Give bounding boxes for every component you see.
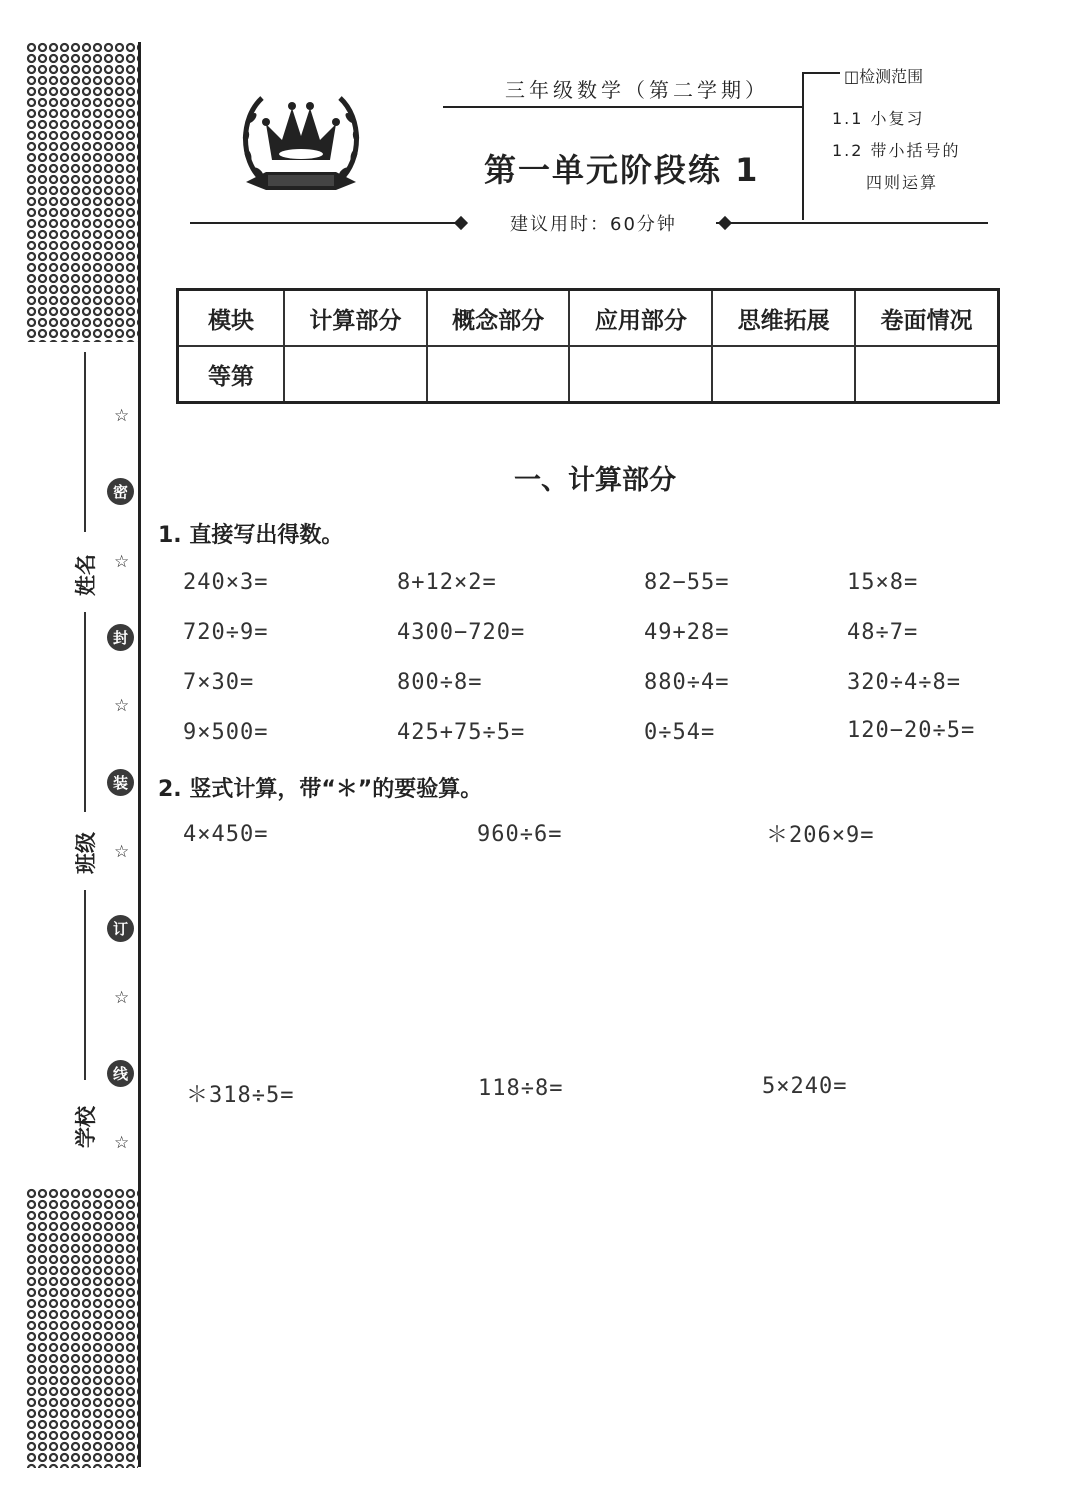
header-rule-left [190, 222, 462, 224]
vertical-problem: ＊206×9= [766, 823, 875, 848]
seal-ding: 订 [107, 915, 134, 942]
class-field-line [84, 890, 86, 1080]
oral-problem: 720÷9= [183, 620, 269, 645]
seal-feng: 封 [107, 624, 134, 651]
oral-problem: 15×8= [847, 570, 919, 595]
star-icon: ☆ [114, 406, 130, 426]
oral-problem: 425+75÷5= [397, 720, 526, 745]
binding-pattern-bottom [26, 1188, 138, 1468]
seal-zhuang: 装 [107, 769, 134, 796]
grade-table-header-row [178, 290, 999, 347]
oral-problem: 120−20÷5= [847, 718, 976, 743]
oral-problem: 240×3= [183, 570, 269, 595]
search-icon: ◫ [844, 67, 860, 86]
grade-header-cell: 应用部分 [569, 290, 712, 347]
diamond-icon [454, 216, 468, 230]
oral-problem: 48÷7= [847, 620, 919, 645]
grade-cell[interactable] [712, 346, 855, 403]
grade-cell[interactable] [569, 346, 712, 403]
oral-problem: 880÷4= [644, 670, 730, 695]
scope-item: 四则运算 [866, 173, 939, 192]
vertical-problem: 118÷8= [478, 1076, 564, 1101]
scope-divider [802, 72, 804, 220]
oral-problem: 9×500= [183, 720, 269, 745]
binding-line [138, 42, 141, 1467]
vertical-problem: ＊318÷5= [186, 1083, 295, 1108]
oral-problem: 8+12×2= [397, 570, 497, 595]
seal-mi: 密 [107, 478, 134, 505]
subject-title: 三年级数学（第二学期） [505, 78, 769, 102]
grade-table-row [178, 346, 999, 403]
name-field-line-2 [84, 612, 86, 812]
star-icon: ☆ [114, 988, 130, 1008]
oral-problem: 4300−720= [397, 620, 526, 645]
grade-cell[interactable] [855, 346, 999, 403]
oral-problem: 800÷8= [397, 670, 483, 695]
class-field-label: 班级 [74, 832, 98, 874]
scope-item: 1.2 带小括号的 [832, 141, 961, 160]
header-rule-right [716, 222, 988, 224]
grade-cell[interactable] [427, 346, 570, 403]
question-2-title: 2. 竖式计算，带“＊”的要验算。 [158, 777, 483, 802]
grade-table [176, 288, 1000, 404]
grade-header-cell: 计算部分 [284, 290, 427, 347]
grade-header-cell: 卷面情况 [855, 290, 999, 347]
grade-row-label: 等第 [178, 346, 285, 403]
section-title: 一、计算部分 [514, 465, 676, 496]
name-field-label: 姓名 [74, 554, 98, 596]
oral-problem: 0÷54= [644, 720, 716, 745]
name-field-line [84, 352, 86, 532]
star-icon: ☆ [114, 842, 130, 862]
star-icon: ☆ [114, 552, 130, 572]
grade-header-cell: 概念部分 [427, 290, 570, 347]
grade-header-cell: 模块 [178, 290, 285, 347]
scope-item: 1.1 小复习 [832, 109, 925, 128]
oral-problem: 320÷4÷8= [847, 670, 961, 695]
question-1-title: 1. 直接写出得数。 [158, 523, 344, 548]
suggested-time: 建议用时：60分钟 [510, 214, 677, 235]
seal-xian: 线 [107, 1060, 134, 1087]
header-rule-top [443, 106, 803, 108]
grade-header-cell: 思维拓展 [712, 290, 855, 347]
oral-problem: 82−55= [644, 570, 730, 595]
oral-problem: 7×30= [183, 670, 255, 695]
grade-cell[interactable] [284, 346, 427, 403]
scope-heading: ◫检测范围 [844, 67, 924, 86]
star-icon: ☆ [114, 1133, 130, 1153]
vertical-problem: 4×450= [183, 822, 269, 847]
vertical-problem: 960÷6= [477, 822, 563, 847]
scope-connector [802, 72, 840, 74]
school-field-label: 学校 [74, 1106, 98, 1148]
vertical-problem: 5×240= [762, 1074, 848, 1099]
oral-problem: 49+28= [644, 620, 730, 645]
crown-laurel-icon [232, 78, 370, 200]
star-icon: ☆ [114, 696, 130, 716]
page-title: 第一单元阶段练 1 [484, 151, 760, 189]
binding-pattern-top [26, 42, 138, 342]
